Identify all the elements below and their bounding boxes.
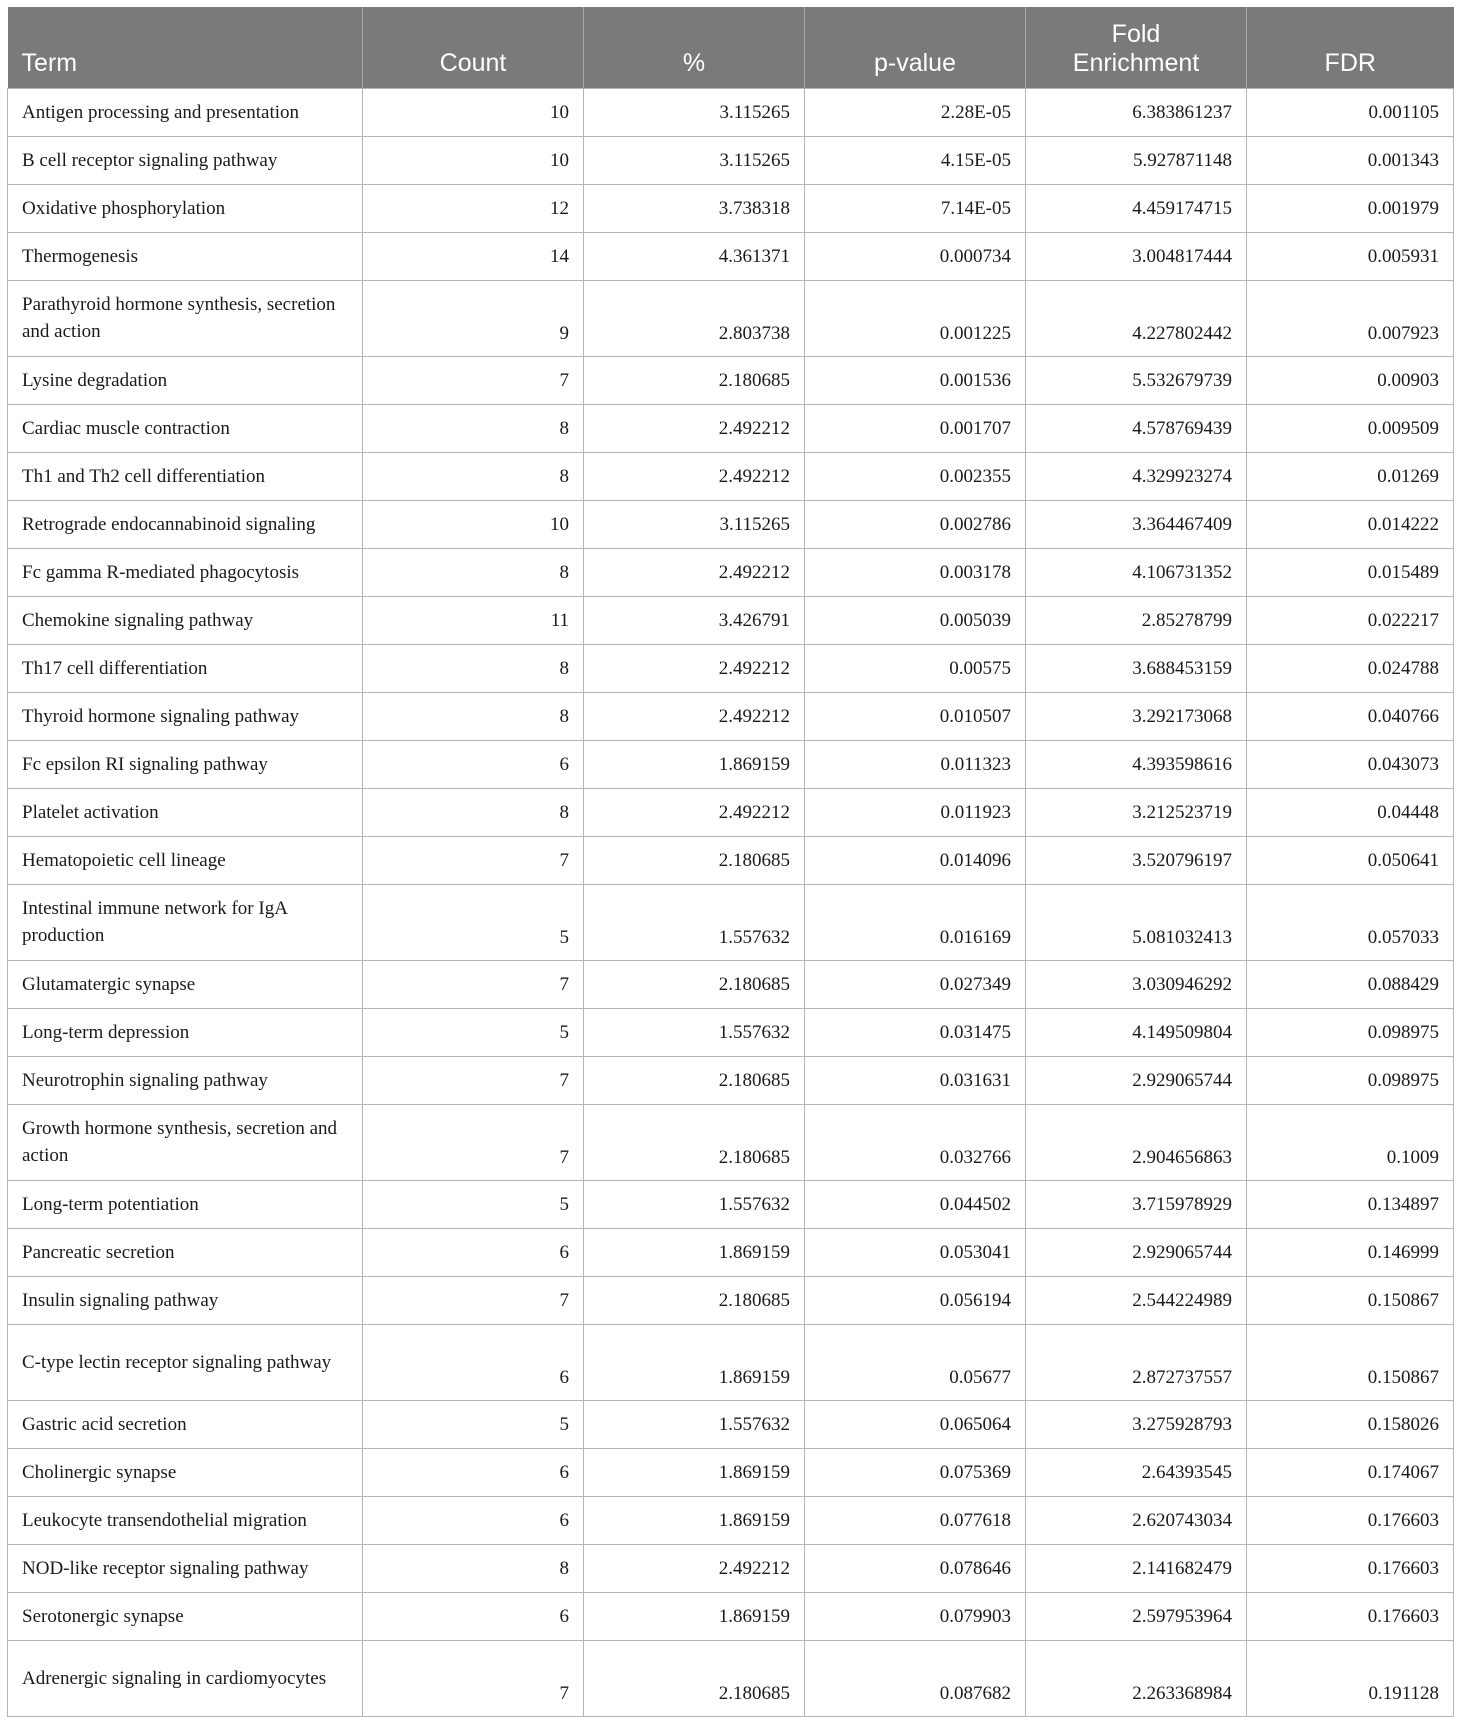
- percent-cell: 2.492212: [584, 404, 805, 452]
- table-row: [8, 1008, 1454, 1056]
- term-cell: Glutamatergic synapse: [8, 960, 363, 1008]
- fdr-cell: 0.134897: [1247, 1180, 1454, 1228]
- pvalue-cell: 0.087682: [805, 1640, 1026, 1716]
- fold-enrichment-cell: 4.149509804: [1026, 1008, 1247, 1056]
- table-row: [8, 884, 1454, 960]
- term-cell: Lysine degradation: [8, 356, 363, 404]
- fdr-cell: 0.158026: [1247, 1400, 1454, 1448]
- count-cell: 5: [363, 884, 584, 960]
- count-cell: 14: [363, 232, 584, 280]
- percent-cell: 2.180685: [584, 836, 805, 884]
- count-cell: 8: [363, 644, 584, 692]
- pvalue-cell: 0.027349: [805, 960, 1026, 1008]
- table-row: [8, 500, 1454, 548]
- table-row: [8, 280, 1454, 356]
- percent-cell: 2.492212: [584, 452, 805, 500]
- table-row: [8, 1640, 1454, 1716]
- percent-cell: 1.869159: [584, 1496, 805, 1544]
- pvalue-cell: 0.079903: [805, 1592, 1026, 1640]
- fdr-cell: 0.001105: [1247, 88, 1454, 136]
- fold-enrichment-cell: 3.688453159: [1026, 644, 1247, 692]
- pvalue-cell: 0.065064: [805, 1400, 1026, 1448]
- fold-enrichment-cell: 4.329923274: [1026, 452, 1247, 500]
- count-cell: 5: [363, 1008, 584, 1056]
- fdr-cell: 0.005931: [1247, 232, 1454, 280]
- term-cell: NOD-like receptor signaling pathway: [8, 1544, 363, 1592]
- fold-enrichment-cell: 5.532679739: [1026, 356, 1247, 404]
- percent-cell: 2.803738: [584, 280, 805, 356]
- fold-enrichment-cell: 2.904656863: [1026, 1104, 1247, 1180]
- count-cell: 8: [363, 404, 584, 452]
- count-cell: 8: [363, 548, 584, 596]
- fold-enrichment-cell: 3.715978929: [1026, 1180, 1247, 1228]
- fdr-cell: 0.00903: [1247, 356, 1454, 404]
- fold-enrichment-cell: 4.578769439: [1026, 404, 1247, 452]
- term-cell: Th17 cell differentiation: [8, 644, 363, 692]
- percent-cell: 3.115265: [584, 88, 805, 136]
- pvalue-cell: 0.075369: [805, 1448, 1026, 1496]
- percent-cell: 2.492212: [584, 1544, 805, 1592]
- count-cell: 7: [363, 836, 584, 884]
- count-cell: 7: [363, 1056, 584, 1104]
- count-cell: 10: [363, 136, 584, 184]
- fold-enrichment-cell: 2.85278799: [1026, 596, 1247, 644]
- fold-enrichment-cell: 4.459174715: [1026, 184, 1247, 232]
- pvalue-cell: 0.031631: [805, 1056, 1026, 1104]
- enrichment-table: [7, 7, 1454, 1717]
- fdr-cell: 0.014222: [1247, 500, 1454, 548]
- pvalue-cell: 0.011323: [805, 740, 1026, 788]
- term-cell: Intestinal immune network for IgA production: [8, 884, 363, 960]
- fdr-cell: 0.191128: [1247, 1640, 1454, 1716]
- percent-cell: 3.115265: [584, 136, 805, 184]
- percent-cell: 2.180685: [584, 1104, 805, 1180]
- percent-cell: 1.869159: [584, 1448, 805, 1496]
- fdr-cell: 0.098975: [1247, 1008, 1454, 1056]
- term-cell: Insulin signaling pathway: [8, 1276, 363, 1324]
- fdr-cell: 0.009509: [1247, 404, 1454, 452]
- fold-enrichment-cell: 3.364467409: [1026, 500, 1247, 548]
- count-cell: 8: [363, 692, 584, 740]
- table-row: [8, 1228, 1454, 1276]
- table-row: [8, 960, 1454, 1008]
- percent-cell: 2.180685: [584, 356, 805, 404]
- fold-enrichment-cell: 5.927871148: [1026, 136, 1247, 184]
- percent-cell: 1.557632: [584, 1008, 805, 1056]
- term-cell: Adrenergic signaling in cardiomyocytes: [8, 1640, 363, 1716]
- table-row: [8, 644, 1454, 692]
- fold-enrichment-cell: 3.030946292: [1026, 960, 1247, 1008]
- count-cell: 8: [363, 788, 584, 836]
- percent-cell: 2.180685: [584, 1640, 805, 1716]
- table-row: [8, 548, 1454, 596]
- pvalue-cell: 0.002355: [805, 452, 1026, 500]
- term-cell: Chemokine signaling pathway: [8, 596, 363, 644]
- header-row: [8, 7, 1454, 88]
- count-cell: 9: [363, 280, 584, 356]
- table-row: [8, 1496, 1454, 1544]
- header-count: Count: [363, 7, 584, 88]
- fdr-cell: 0.176603: [1247, 1496, 1454, 1544]
- percent-cell: 1.869159: [584, 1324, 805, 1400]
- table-row: [8, 836, 1454, 884]
- fold-enrichment-cell: 2.929065744: [1026, 1228, 1247, 1276]
- term-cell: Serotonergic synapse: [8, 1592, 363, 1640]
- header-percent: %: [584, 7, 805, 88]
- count-cell: 8: [363, 452, 584, 500]
- fdr-cell: 0.04448: [1247, 788, 1454, 836]
- fold-enrichment-cell: 3.275928793: [1026, 1400, 1247, 1448]
- pvalue-cell: 0.014096: [805, 836, 1026, 884]
- fold-enrichment-cell: 3.292173068: [1026, 692, 1247, 740]
- fdr-cell: 0.174067: [1247, 1448, 1454, 1496]
- pvalue-cell: 0.077618: [805, 1496, 1026, 1544]
- term-cell: Long-term depression: [8, 1008, 363, 1056]
- table-body: [8, 88, 1454, 1716]
- fdr-cell: 0.040766: [1247, 692, 1454, 740]
- pvalue-cell: 0.003178: [805, 548, 1026, 596]
- table-row: [8, 788, 1454, 836]
- count-cell: 7: [363, 356, 584, 404]
- term-cell: Cardiac muscle contraction: [8, 404, 363, 452]
- count-cell: 7: [363, 1276, 584, 1324]
- pvalue-cell: 0.05677: [805, 1324, 1026, 1400]
- term-cell: Growth hormone synthesis, secretion and action: [8, 1104, 363, 1180]
- count-cell: 6: [363, 1228, 584, 1276]
- fold-enrichment-cell: 2.620743034: [1026, 1496, 1247, 1544]
- count-cell: 5: [363, 1400, 584, 1448]
- percent-cell: 1.557632: [584, 1400, 805, 1448]
- term-cell: Hematopoietic cell lineage: [8, 836, 363, 884]
- fdr-cell: 0.146999: [1247, 1228, 1454, 1276]
- fold-enrichment-cell: 2.597953964: [1026, 1592, 1247, 1640]
- percent-cell: 1.557632: [584, 1180, 805, 1228]
- percent-cell: 3.115265: [584, 500, 805, 548]
- table-row: [8, 136, 1454, 184]
- pvalue-cell: 0.053041: [805, 1228, 1026, 1276]
- table-row: [8, 740, 1454, 788]
- table-row: [8, 1544, 1454, 1592]
- count-cell: 7: [363, 1640, 584, 1716]
- percent-cell: 2.180685: [584, 960, 805, 1008]
- percent-cell: 1.557632: [584, 884, 805, 960]
- term-cell: Thermogenesis: [8, 232, 363, 280]
- term-cell: Neurotrophin signaling pathway: [8, 1056, 363, 1104]
- fold-enrichment-cell: 2.64393545: [1026, 1448, 1247, 1496]
- pvalue-cell: 0.032766: [805, 1104, 1026, 1180]
- pvalue-cell: 0.056194: [805, 1276, 1026, 1324]
- fdr-cell: 0.01269: [1247, 452, 1454, 500]
- pvalue-cell: 0.00575: [805, 644, 1026, 692]
- count-cell: 6: [363, 1448, 584, 1496]
- percent-cell: 1.869159: [584, 1228, 805, 1276]
- pvalue-cell: 0.016169: [805, 884, 1026, 960]
- fold-enrichment-cell: 3.004817444: [1026, 232, 1247, 280]
- table-row: [8, 356, 1454, 404]
- fold-enrichment-cell: 6.383861237: [1026, 88, 1247, 136]
- table-row: [8, 1276, 1454, 1324]
- percent-cell: 2.180685: [584, 1276, 805, 1324]
- percent-cell: 4.361371: [584, 232, 805, 280]
- pvalue-cell: 0.001536: [805, 356, 1026, 404]
- term-cell: Retrograde endocannabinoid signaling: [8, 500, 363, 548]
- table-row: [8, 1400, 1454, 1448]
- count-cell: 5: [363, 1180, 584, 1228]
- header-pvalue: p-value: [805, 7, 1026, 88]
- pvalue-cell: 4.15E-05: [805, 136, 1026, 184]
- count-cell: 12: [363, 184, 584, 232]
- pvalue-cell: 0.011923: [805, 788, 1026, 836]
- table-row: [8, 1104, 1454, 1180]
- term-cell: Oxidative phosphorylation: [8, 184, 363, 232]
- fdr-cell: 0.057033: [1247, 884, 1454, 960]
- count-cell: 8: [363, 1544, 584, 1592]
- term-cell: Thyroid hormone signaling pathway: [8, 692, 363, 740]
- table-row: [8, 404, 1454, 452]
- percent-cell: 3.426791: [584, 596, 805, 644]
- pvalue-cell: 0.005039: [805, 596, 1026, 644]
- fdr-cell: 0.001979: [1247, 184, 1454, 232]
- fold-enrichment-cell: 2.872737557: [1026, 1324, 1247, 1400]
- header-fold-line1: Fold: [1111, 19, 1161, 48]
- fold-enrichment-cell: 4.106731352: [1026, 548, 1247, 596]
- percent-cell: 1.869159: [584, 740, 805, 788]
- fdr-cell: 0.176603: [1247, 1592, 1454, 1640]
- fdr-cell: 0.150867: [1247, 1324, 1454, 1400]
- fdr-cell: 0.098975: [1247, 1056, 1454, 1104]
- percent-cell: 2.492212: [584, 548, 805, 596]
- table-row: [8, 1324, 1454, 1400]
- header-fdr: FDR: [1247, 7, 1454, 88]
- table-row: [8, 232, 1454, 280]
- fdr-cell: 0.050641: [1247, 836, 1454, 884]
- term-cell: Cholinergic synapse: [8, 1448, 363, 1496]
- pvalue-cell: 0.001707: [805, 404, 1026, 452]
- term-cell: Platelet activation: [8, 788, 363, 836]
- count-cell: 7: [363, 1104, 584, 1180]
- fold-enrichment-cell: 4.393598616: [1026, 740, 1247, 788]
- fold-enrichment-cell: 3.520796197: [1026, 836, 1247, 884]
- fold-enrichment-cell: 2.263368984: [1026, 1640, 1247, 1716]
- fold-enrichment-cell: 5.081032413: [1026, 884, 1247, 960]
- pvalue-cell: 0.002786: [805, 500, 1026, 548]
- percent-cell: 1.869159: [584, 1592, 805, 1640]
- percent-cell: 2.492212: [584, 692, 805, 740]
- table-row: [8, 1180, 1454, 1228]
- term-cell: B cell receptor signaling pathway: [8, 136, 363, 184]
- table-row: [8, 184, 1454, 232]
- table-row: [8, 692, 1454, 740]
- percent-cell: 2.492212: [584, 644, 805, 692]
- count-cell: 6: [363, 1324, 584, 1400]
- fdr-cell: 0.043073: [1247, 740, 1454, 788]
- table-row: [8, 1448, 1454, 1496]
- pvalue-cell: 2.28E-05: [805, 88, 1026, 136]
- table-row: [8, 596, 1454, 644]
- fdr-cell: 0.088429: [1247, 960, 1454, 1008]
- term-cell: Long-term potentiation: [8, 1180, 363, 1228]
- fold-enrichment-cell: 4.227802442: [1026, 280, 1247, 356]
- count-cell: 6: [363, 1592, 584, 1640]
- fdr-cell: 0.1009: [1247, 1104, 1454, 1180]
- term-cell: Leukocyte transendothelial migration: [8, 1496, 363, 1544]
- fdr-cell: 0.022217: [1247, 596, 1454, 644]
- pvalue-cell: 0.000734: [805, 232, 1026, 280]
- term-cell: Th1 and Th2 cell differentiation: [8, 452, 363, 500]
- count-cell: 6: [363, 740, 584, 788]
- term-cell: C-type lectin receptor signaling pathway: [8, 1324, 363, 1400]
- pvalue-cell: 0.078646: [805, 1544, 1026, 1592]
- percent-cell: 2.492212: [584, 788, 805, 836]
- term-cell: Fc epsilon RI signaling pathway: [8, 740, 363, 788]
- fdr-cell: 0.150867: [1247, 1276, 1454, 1324]
- fdr-cell: 0.007923: [1247, 280, 1454, 356]
- count-cell: 10: [363, 88, 584, 136]
- fdr-cell: 0.001343: [1247, 136, 1454, 184]
- count-cell: 11: [363, 596, 584, 644]
- pvalue-cell: 0.031475: [805, 1008, 1026, 1056]
- percent-cell: 2.180685: [584, 1056, 805, 1104]
- fdr-cell: 0.024788: [1247, 644, 1454, 692]
- fold-enrichment-cell: 2.544224989: [1026, 1276, 1247, 1324]
- term-cell: Gastric acid secretion: [8, 1400, 363, 1448]
- term-cell: Fc gamma R-mediated phagocytosis: [8, 548, 363, 596]
- fold-enrichment-cell: 3.212523719: [1026, 788, 1247, 836]
- table-row: [8, 1592, 1454, 1640]
- count-cell: 6: [363, 1496, 584, 1544]
- fdr-cell: 0.015489: [1247, 548, 1454, 596]
- pvalue-cell: 7.14E-05: [805, 184, 1026, 232]
- fdr-cell: 0.176603: [1247, 1544, 1454, 1592]
- term-cell: Pancreatic secretion: [8, 1228, 363, 1276]
- table-row: [8, 88, 1454, 136]
- term-cell: Parathyroid hormone synthesis, secretion and action: [8, 280, 363, 356]
- header-term: Term: [8, 7, 363, 88]
- count-cell: 10: [363, 500, 584, 548]
- percent-cell: 3.738318: [584, 184, 805, 232]
- table-row: [8, 1056, 1454, 1104]
- fold-enrichment-cell: 2.141682479: [1026, 1544, 1247, 1592]
- header-fold-line2: Enrichment: [1072, 48, 1200, 77]
- table-row: [8, 452, 1454, 500]
- pvalue-cell: 0.001225: [805, 280, 1026, 356]
- term-cell: Antigen processing and presentation: [8, 88, 363, 136]
- count-cell: 7: [363, 960, 584, 1008]
- header-fold-enrichment: [1026, 7, 1247, 88]
- pvalue-cell: 0.044502: [805, 1180, 1026, 1228]
- fold-enrichment-cell: 2.929065744: [1026, 1056, 1247, 1104]
- pvalue-cell: 0.010507: [805, 692, 1026, 740]
